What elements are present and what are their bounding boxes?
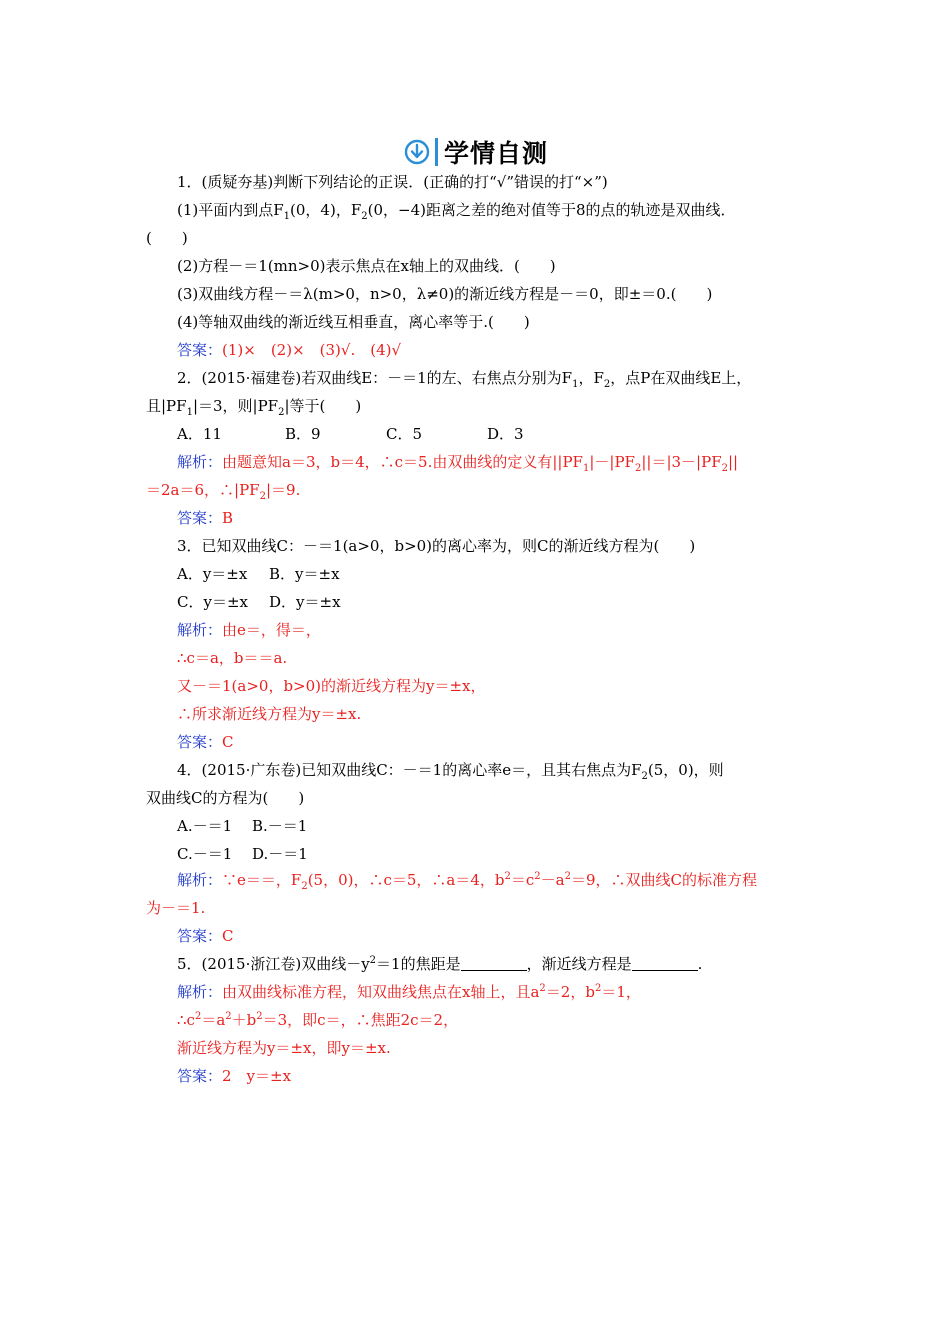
q5-blank-2 [632, 956, 698, 971]
heading-divider [435, 138, 438, 166]
q5-solution-1: 解析：由双曲线标准方程，知双曲线焦点在x轴上，且$a^2=2$，$b^2=1$， [177, 983, 641, 1001]
q5-answer: 答案：2 y＝±x [177, 1067, 292, 1085]
q2-stem-cont: 且$|PF_1|=3$，则$|PF_2|$等于( ) [146, 397, 362, 418]
section-title: 学情自测 [444, 139, 549, 168]
q4-answer: 答案：C [177, 927, 234, 945]
q3-solution-1: 解析：由e＝，得＝， [177, 621, 321, 639]
q5-stem: 5．(2015·浙江卷)双曲线$-y^2=1$的焦距是 ，渐近线方程是 . [177, 955, 703, 973]
q5-solution-2: $\therefore c^2=a^2+b^2=3$，即c＝，∴焦距2c＝2， [177, 1011, 459, 1029]
download-circle-icon [404, 139, 430, 165]
q3-options-ab: A．y＝±x B．y＝±x [177, 565, 340, 583]
q1-statement-3: (3)双曲线方程－＝λ(m>0，n>0，λ≠0)的渐近线方程是－＝0，即±＝0.( ) [177, 285, 713, 303]
q2-option-d: D．3 [487, 425, 524, 443]
q2-options [177, 424, 524, 444]
q1-stem: 1．(质疑夯基)判断下列结论的正误．(正确的打“√”错误的打“×”) [177, 173, 608, 191]
q4-options-ab: A.－＝1 B.－＝1 [177, 817, 308, 835]
q2-option-a: A．11 [177, 425, 222, 443]
q2-stem: 2．(2015·福建卷)若双曲线E：－＝1的左、右焦点分别为$F_1$，$F_2$，点P在双曲线E上， [177, 369, 752, 390]
q2-option-b: B．9 [285, 425, 321, 443]
q3-solution-2: ∴c＝a，b＝＝a. [177, 649, 288, 667]
q4-options-cd: C.－＝1 D.－＝1 [177, 845, 308, 863]
section-heading [404, 136, 548, 168]
q3-options-cd: C．y＝±x D．y＝±x [177, 593, 341, 611]
q4-solution-1: 解析：∵e＝＝，$F_2(5$，0)，∴c＝5，∴a＝4，$b^2=c^2-a^2=9$，∴双曲线C的标准方程 [177, 871, 758, 892]
q4-stem: 4．(2015·广东卷)已知双曲线C：－＝1的离心率e＝，且其右焦点为$F_2(5$，0)，则 [177, 761, 724, 782]
q5-solution-3: 渐近线方程为y＝±x，即y＝±x. [177, 1039, 391, 1057]
q1-statement-1-bracket: ( ) [146, 229, 188, 247]
q4-solution-2: 为－＝1. [146, 899, 206, 917]
q3-answer: 答案：C [177, 733, 234, 751]
q1-statement-1: (1)平面内到点$F_1(0$，4)，$F_2(0$，−4)距离之差的绝对值等于8的点的轨迹是双曲线． [177, 201, 736, 222]
q1-answer: 答案：(1)× (2)× (3)√. (4)√ [177, 341, 402, 359]
q3-solution-3: 又－＝1(a>0，b>0)的渐近线方程为y＝±x， [177, 677, 486, 695]
q2-solution-1: 解析：由题意知a＝3，b＝4，∴c＝5.由双曲线的定义有$||PF_1|-|PF_2||=|3-|PF_2||$ [177, 453, 739, 474]
q2-solution-2: ＝2a＝6，$\therefore|PF_2|=9$. [146, 481, 301, 502]
q3-solution-4: ∴所求渐近线方程为y＝±x. [177, 705, 362, 723]
q4-stem-cont: 双曲线C的方程为( ) [146, 789, 305, 807]
q2-option-c: C．5 [386, 425, 423, 443]
q1-statement-4: (4)等轴双曲线的渐近线互相垂直，离心率等于.( ) [177, 313, 530, 331]
q5-blank-1 [461, 956, 527, 971]
q1-statement-2: (2)方程－＝1(mn>0)表示焦点在x轴上的双曲线．( ) [177, 257, 556, 275]
q2-answer: 答案：B [177, 509, 234, 527]
q3-stem: 3．已知双曲线C：－＝1(a>0，b>0)的离心率为，则C的渐近线方程为( ) [177, 537, 696, 555]
